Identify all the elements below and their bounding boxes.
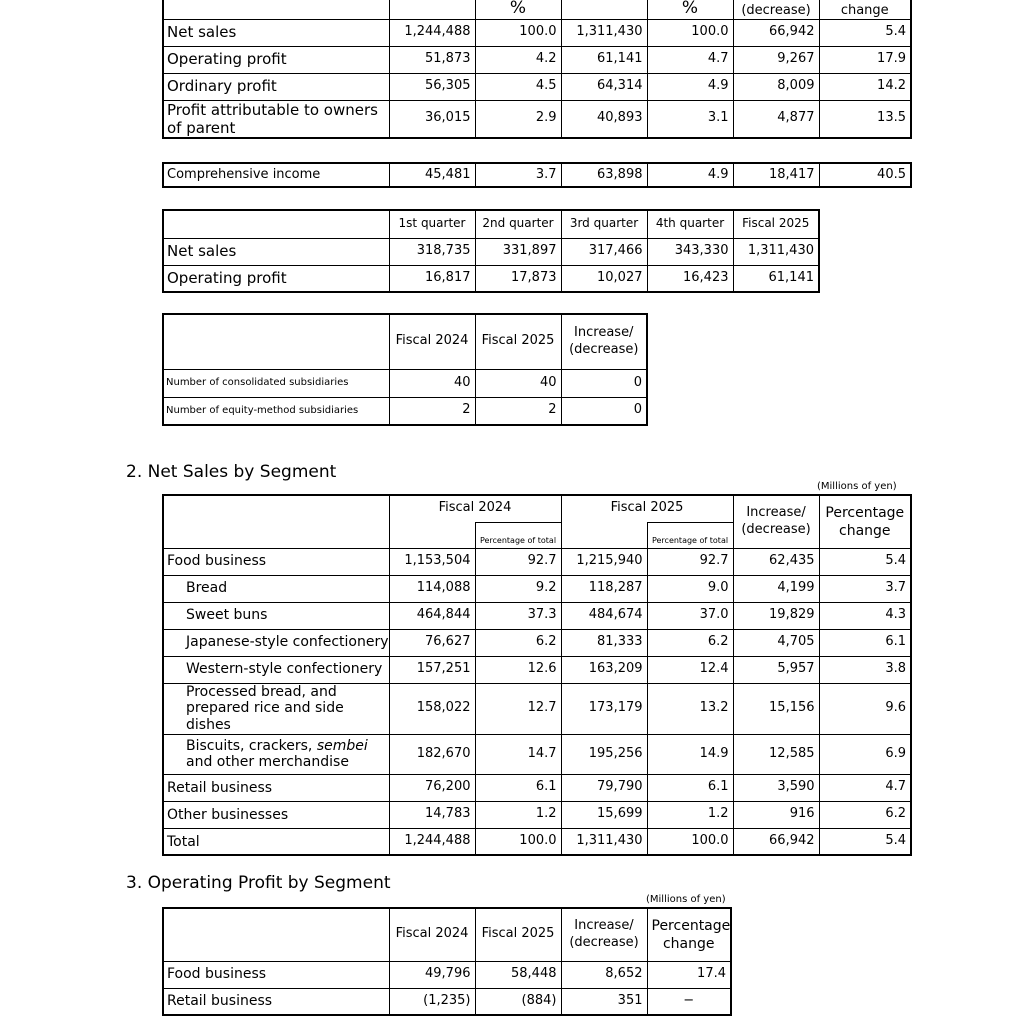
table-row xyxy=(163,163,911,187)
cell: 100.0 xyxy=(475,828,561,855)
cell: 3.7 xyxy=(819,575,911,602)
cell: 163,209 xyxy=(561,656,647,683)
cell: 2 xyxy=(475,397,561,425)
row-label: Net sales xyxy=(163,238,389,265)
cell: 51,873 xyxy=(389,46,475,73)
cell: 49,796 xyxy=(389,961,475,988)
table-row xyxy=(163,961,731,988)
cell: 100.0 xyxy=(647,828,733,855)
cell: 14.9 xyxy=(647,734,733,774)
col-header: 1st quarter xyxy=(389,210,475,238)
pct-header: % xyxy=(647,0,733,19)
cell: 40 xyxy=(389,369,475,397)
row-label: Processed bread, and prepared rice and side dishes xyxy=(163,683,389,734)
incdec-header: (decrease) xyxy=(733,0,819,19)
col-header: Increase/ (decrease) xyxy=(561,314,647,369)
cell: 351 xyxy=(561,988,647,1015)
cell: 66,942 xyxy=(733,828,819,855)
cell: 0 xyxy=(561,369,647,397)
cell: 916 xyxy=(733,801,819,828)
cell: 5.4 xyxy=(819,19,911,46)
cell: 464,844 xyxy=(389,602,475,629)
row-label: Number of consolidated subsidiaries xyxy=(163,369,389,397)
cell: 92.7 xyxy=(475,548,561,575)
cell: 4.3 xyxy=(819,602,911,629)
cell: 6.2 xyxy=(647,629,733,656)
cell: 484,674 xyxy=(561,602,647,629)
table-row xyxy=(163,397,647,425)
col-header: Fiscal 2025 xyxy=(475,314,561,369)
col-header: Fiscal 2025 xyxy=(733,210,819,238)
cell: 118,287 xyxy=(561,575,647,602)
row-label: Net sales xyxy=(163,19,389,46)
table-header-row xyxy=(163,908,731,961)
cell: 17.9 xyxy=(819,46,911,73)
label-part: and other merchandise xyxy=(186,754,349,771)
cell: 100.0 xyxy=(475,19,561,46)
cell: 331,897 xyxy=(475,238,561,265)
cell: 9.2 xyxy=(475,575,561,602)
col-header: Percentage change xyxy=(647,908,731,961)
cell: 92.7 xyxy=(647,548,733,575)
cell: 9,267 xyxy=(733,46,819,73)
cell: 9.6 xyxy=(819,683,911,734)
cell: 79,790 xyxy=(561,774,647,801)
cell: 13.5 xyxy=(819,100,911,138)
pct-header: % xyxy=(475,0,561,19)
cell: 2 xyxy=(389,397,475,425)
cell: 4.9 xyxy=(647,73,733,100)
cell: 45,481 xyxy=(389,163,475,187)
row-label: Sweet buns xyxy=(163,602,389,629)
row-label: Other businesses xyxy=(163,801,389,828)
row-label: Bread xyxy=(163,575,389,602)
cell: 195,256 xyxy=(561,734,647,774)
col-header: Fiscal 2025 xyxy=(475,908,561,961)
cell: 10,027 xyxy=(561,265,647,292)
cell: 4.9 xyxy=(647,163,733,187)
row-label xyxy=(163,734,389,774)
cell: 4,877 xyxy=(733,100,819,138)
col-header: 4th quarter xyxy=(647,210,733,238)
cell: 76,627 xyxy=(389,629,475,656)
cell: 12.4 xyxy=(647,656,733,683)
cell: 40,893 xyxy=(561,100,647,138)
cell: 6.1 xyxy=(475,774,561,801)
cell: 158,022 xyxy=(389,683,475,734)
cell: 2.9 xyxy=(475,100,561,138)
row-label: Comprehensive income xyxy=(163,163,389,187)
table-row xyxy=(163,656,911,683)
col-subheader: Percentage of total xyxy=(475,522,561,548)
cell: (884) xyxy=(475,988,561,1015)
col-header: Fiscal 2025 xyxy=(561,495,733,522)
cell: 81,333 xyxy=(561,629,647,656)
cell: 12.6 xyxy=(475,656,561,683)
cell: 317,466 xyxy=(561,238,647,265)
cell: 9.0 xyxy=(647,575,733,602)
cell: 6.1 xyxy=(819,629,911,656)
section-title: 2. Net Sales by Segment xyxy=(126,462,337,482)
table-header-row xyxy=(163,495,911,522)
consolidated-results-table xyxy=(162,0,912,139)
cell: 1,244,488 xyxy=(389,19,475,46)
table-row xyxy=(163,575,911,602)
cell: 15,156 xyxy=(733,683,819,734)
unit-label: (Millions of yen) xyxy=(817,481,897,492)
cell: 4,199 xyxy=(733,575,819,602)
cell: 4,705 xyxy=(733,629,819,656)
row-label: Retail business xyxy=(163,774,389,801)
cell: 6.2 xyxy=(475,629,561,656)
col-header: Increase/ (decrease) xyxy=(733,495,819,548)
cell: 1,311,430 xyxy=(561,19,647,46)
cell: 6.9 xyxy=(819,734,911,774)
cell: 5.4 xyxy=(819,548,911,575)
table-row xyxy=(163,265,819,292)
col-header: Percentage change xyxy=(819,495,911,548)
col-subheader: Percentage of total xyxy=(647,522,733,548)
cell: 114,088 xyxy=(389,575,475,602)
subsidiaries-table xyxy=(162,313,648,426)
label-part: Biscuits, crackers, xyxy=(186,737,317,754)
unit-label: (Millions of yen) xyxy=(646,894,726,905)
cell: 13.2 xyxy=(647,683,733,734)
quarterly-results-table xyxy=(162,209,820,293)
table-row xyxy=(163,988,731,1015)
table-row xyxy=(163,602,911,629)
cell: 19,829 xyxy=(733,602,819,629)
cell: 343,330 xyxy=(647,238,733,265)
cell: 1,244,488 xyxy=(389,828,475,855)
cell: 61,141 xyxy=(733,265,819,292)
table-row xyxy=(163,19,911,46)
row-label: Ordinary profit xyxy=(163,73,389,100)
row-label: Western-style confectionery xyxy=(163,656,389,683)
cell: 100.0 xyxy=(647,19,733,46)
cell: 16,817 xyxy=(389,265,475,292)
cell: 12.7 xyxy=(475,683,561,734)
table-row xyxy=(163,100,911,138)
cell: 4.7 xyxy=(647,46,733,73)
cell: 318,735 xyxy=(389,238,475,265)
table-row xyxy=(163,828,911,855)
comprehensive-income-table xyxy=(162,162,912,188)
col-header: 2nd quarter xyxy=(475,210,561,238)
label-part-italic: sembei xyxy=(316,737,368,754)
cell: 14,783 xyxy=(389,801,475,828)
cell: (1,235) xyxy=(389,988,475,1015)
change-header: change xyxy=(819,0,911,19)
cell: 40 xyxy=(475,369,561,397)
table-header-row xyxy=(163,314,647,369)
table-row xyxy=(163,73,911,100)
cell: − xyxy=(647,988,731,1015)
cell: 5,957 xyxy=(733,656,819,683)
cell: 4.7 xyxy=(819,774,911,801)
cell: 5.4 xyxy=(819,828,911,855)
col-header: 3rd quarter xyxy=(561,210,647,238)
table-row xyxy=(163,734,911,774)
cell: 76,200 xyxy=(389,774,475,801)
cell: 1.2 xyxy=(647,801,733,828)
col-header: Fiscal 2024 xyxy=(389,314,475,369)
cell: 4.5 xyxy=(475,73,561,100)
cell: 8,009 xyxy=(733,73,819,100)
table-row xyxy=(163,801,911,828)
cell: 3,590 xyxy=(733,774,819,801)
cell: 3.8 xyxy=(819,656,911,683)
cell: 16,423 xyxy=(647,265,733,292)
row-label: Japanese-style confectionery xyxy=(163,629,389,656)
col-header: Fiscal 2024 xyxy=(389,908,475,961)
row-label: Food business xyxy=(163,961,389,988)
cell: 1,311,430 xyxy=(733,238,819,265)
cell: 61,141 xyxy=(561,46,647,73)
cell: 66,942 xyxy=(733,19,819,46)
row-label: Number of equity-method subsidiaries xyxy=(163,397,389,425)
row-label: Operating profit xyxy=(163,265,389,292)
table-row xyxy=(163,46,911,73)
cell: 64,314 xyxy=(561,73,647,100)
row-label: Food business xyxy=(163,548,389,575)
cell: 173,179 xyxy=(561,683,647,734)
row-label: Operating profit xyxy=(163,46,389,73)
table-row xyxy=(163,369,647,397)
cell: 58,448 xyxy=(475,961,561,988)
cell: 17,873 xyxy=(475,265,561,292)
cell: 14.7 xyxy=(475,734,561,774)
table-row xyxy=(163,629,911,656)
cell: 14.2 xyxy=(819,73,911,100)
col-header: Increase/ (decrease) xyxy=(561,908,647,961)
cell: 6.2 xyxy=(819,801,911,828)
row-label: Retail business xyxy=(163,988,389,1015)
cell: 157,251 xyxy=(389,656,475,683)
cell: 0 xyxy=(561,397,647,425)
section-title: 3. Operating Profit by Segment xyxy=(126,873,391,893)
cell: 18,417 xyxy=(733,163,819,187)
cell: 1.2 xyxy=(475,801,561,828)
cell: 8,652 xyxy=(561,961,647,988)
cell: 15,699 xyxy=(561,801,647,828)
row-label: Profit attributable to owners of parent xyxy=(163,100,389,138)
table-row xyxy=(163,548,911,575)
cell: 1,311,430 xyxy=(561,828,647,855)
cell: 1,215,940 xyxy=(561,548,647,575)
col-header: Fiscal 2024 xyxy=(389,495,561,522)
cell: 36,015 xyxy=(389,100,475,138)
cell: 6.1 xyxy=(647,774,733,801)
cell: 182,670 xyxy=(389,734,475,774)
cell: 1,153,504 xyxy=(389,548,475,575)
cell: 62,435 xyxy=(733,548,819,575)
row-label: Total xyxy=(163,828,389,855)
cell: 37.3 xyxy=(475,602,561,629)
cell: 37.0 xyxy=(647,602,733,629)
cell: 3.1 xyxy=(647,100,733,138)
cell: 3.7 xyxy=(475,163,561,187)
cell: 56,305 xyxy=(389,73,475,100)
table-row xyxy=(163,683,911,734)
cell: 4.2 xyxy=(475,46,561,73)
cell: 12,585 xyxy=(733,734,819,774)
table-header-row xyxy=(163,0,911,19)
table-row xyxy=(163,238,819,265)
cell: 17.4 xyxy=(647,961,731,988)
table-row xyxy=(163,774,911,801)
net-sales-by-segment-table xyxy=(162,494,912,856)
operating-profit-by-segment-table xyxy=(162,907,732,1016)
cell: 40.5 xyxy=(819,163,911,187)
cell: 63,898 xyxy=(561,163,647,187)
table-header-row xyxy=(163,210,819,238)
